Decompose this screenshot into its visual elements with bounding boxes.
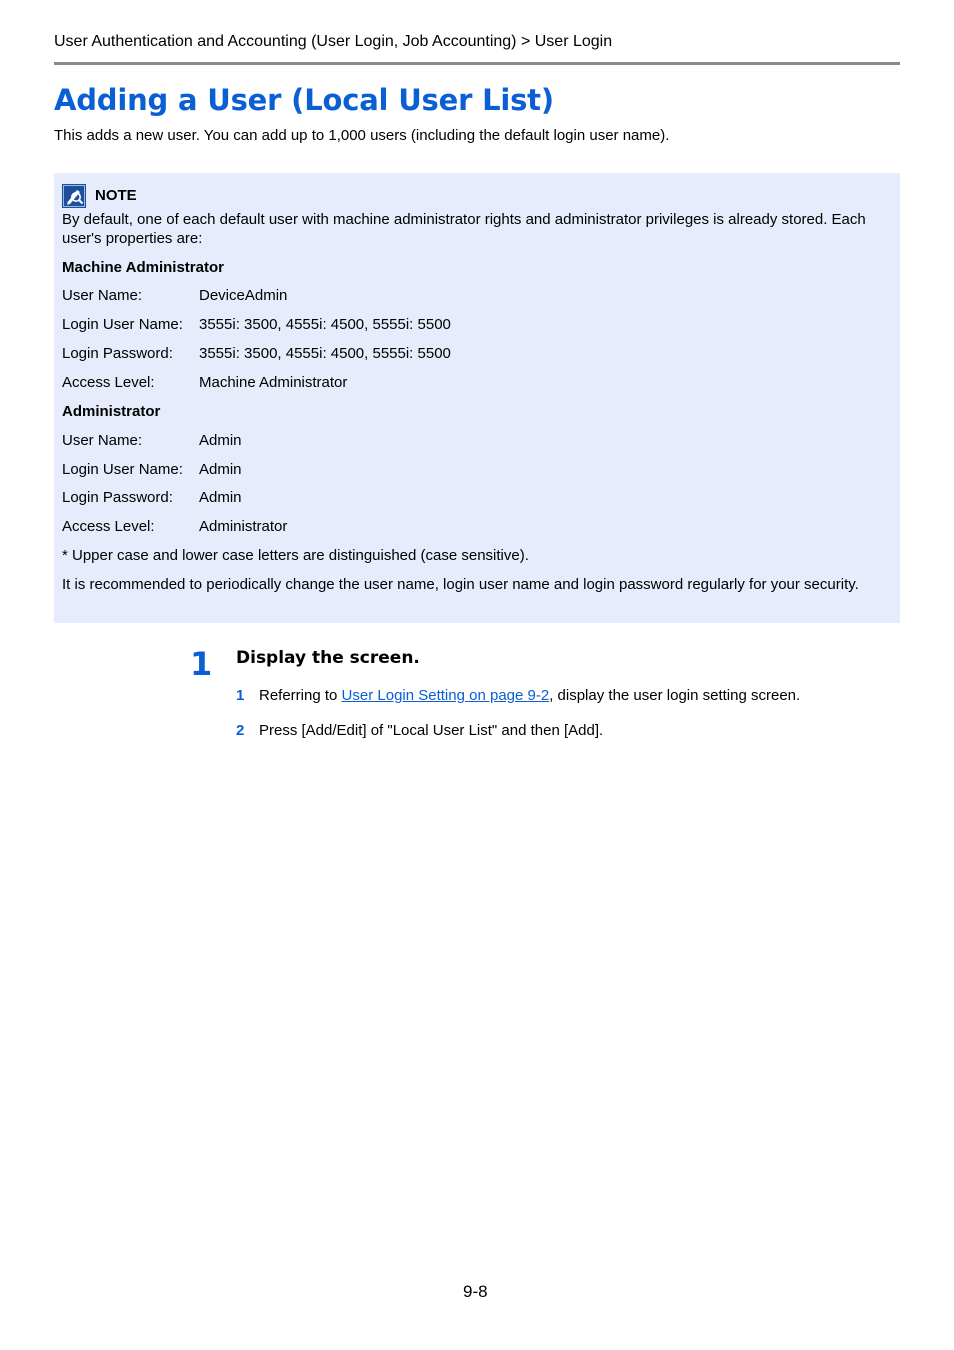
field-label: Access Level: bbox=[62, 374, 155, 391]
field-value: 3555i: 3500, 4555i: 4500, 5555i: 5500 bbox=[199, 316, 451, 333]
field-value: Admin bbox=[199, 461, 242, 478]
note-box bbox=[54, 173, 900, 623]
field-value: Admin bbox=[199, 489, 242, 506]
note-header bbox=[62, 184, 137, 208]
admin-login-user-name-row bbox=[62, 460, 242, 480]
step-title: Display the screen. bbox=[236, 648, 420, 668]
breadcrumb: User Authentication and Accounting (User Login, Job Accounting) > User Login bbox=[54, 33, 613, 50]
substep-text: Press [Add/Edit] of "Local User List" and then [Add]. bbox=[259, 722, 604, 739]
note-description: By default, one of each default user with machine administrator rights and administrator privileges is already stored. Each user's properties are: bbox=[62, 211, 866, 247]
admin-heading: Administrator bbox=[62, 403, 161, 420]
note-icon bbox=[62, 184, 86, 208]
field-value: 3555i: 3500, 4555i: 4500, 5555i: 5500 bbox=[199, 345, 451, 362]
substep-text-before: Referring to bbox=[259, 687, 342, 704]
machine-admin-access-level-row bbox=[62, 373, 347, 393]
substep-text-after: , display the user login setting screen. bbox=[549, 687, 801, 704]
field-label: Access Level: bbox=[62, 518, 155, 535]
user-login-setting-link[interactable]: User Login Setting on page 9-2 bbox=[341, 687, 550, 704]
page-title: Adding a User (Local User List) bbox=[54, 83, 554, 117]
field-label: Login User Name: bbox=[62, 316, 183, 333]
step-number: 1 bbox=[190, 645, 213, 683]
field-label: User Name: bbox=[62, 432, 143, 449]
note-label: NOTE bbox=[95, 187, 137, 204]
field-value: Admin bbox=[199, 432, 242, 449]
field-label: Login Password: bbox=[62, 345, 173, 362]
field-label: Login Password: bbox=[62, 489, 173, 506]
admin-login-password-row bbox=[62, 488, 242, 508]
page-number: 9-8 bbox=[463, 1282, 488, 1301]
case-sensitivity-note: * Upper case and lower case letters are distinguished (case sensitive). bbox=[62, 547, 529, 564]
substep-1 bbox=[236, 686, 800, 706]
field-value: DeviceAdmin bbox=[199, 287, 288, 304]
admin-access-level-row bbox=[62, 517, 287, 537]
substep-number: 2 bbox=[236, 722, 245, 739]
admin-user-name-row bbox=[62, 431, 242, 451]
field-label: User Name: bbox=[62, 287, 143, 304]
field-value: Administrator bbox=[199, 518, 288, 535]
machine-admin-user-name-row bbox=[62, 286, 287, 306]
field-label: Login User Name: bbox=[62, 461, 183, 478]
machine-admin-heading: Machine Administrator bbox=[62, 259, 224, 276]
substep-number: 1 bbox=[236, 687, 245, 704]
machine-admin-login-password-row bbox=[62, 344, 451, 364]
machine-admin-login-user-name-row bbox=[62, 315, 451, 335]
substep-2 bbox=[236, 721, 603, 741]
intro-paragraph: This adds a new user. You can add up to 1,000 users (including the default login user name). bbox=[54, 127, 670, 144]
field-value: Machine Administrator bbox=[199, 374, 348, 391]
header-divider bbox=[54, 62, 900, 65]
security-recommendation: It is recommended to periodically change the user name, login user name and login password regularly for your security. bbox=[62, 576, 859, 593]
